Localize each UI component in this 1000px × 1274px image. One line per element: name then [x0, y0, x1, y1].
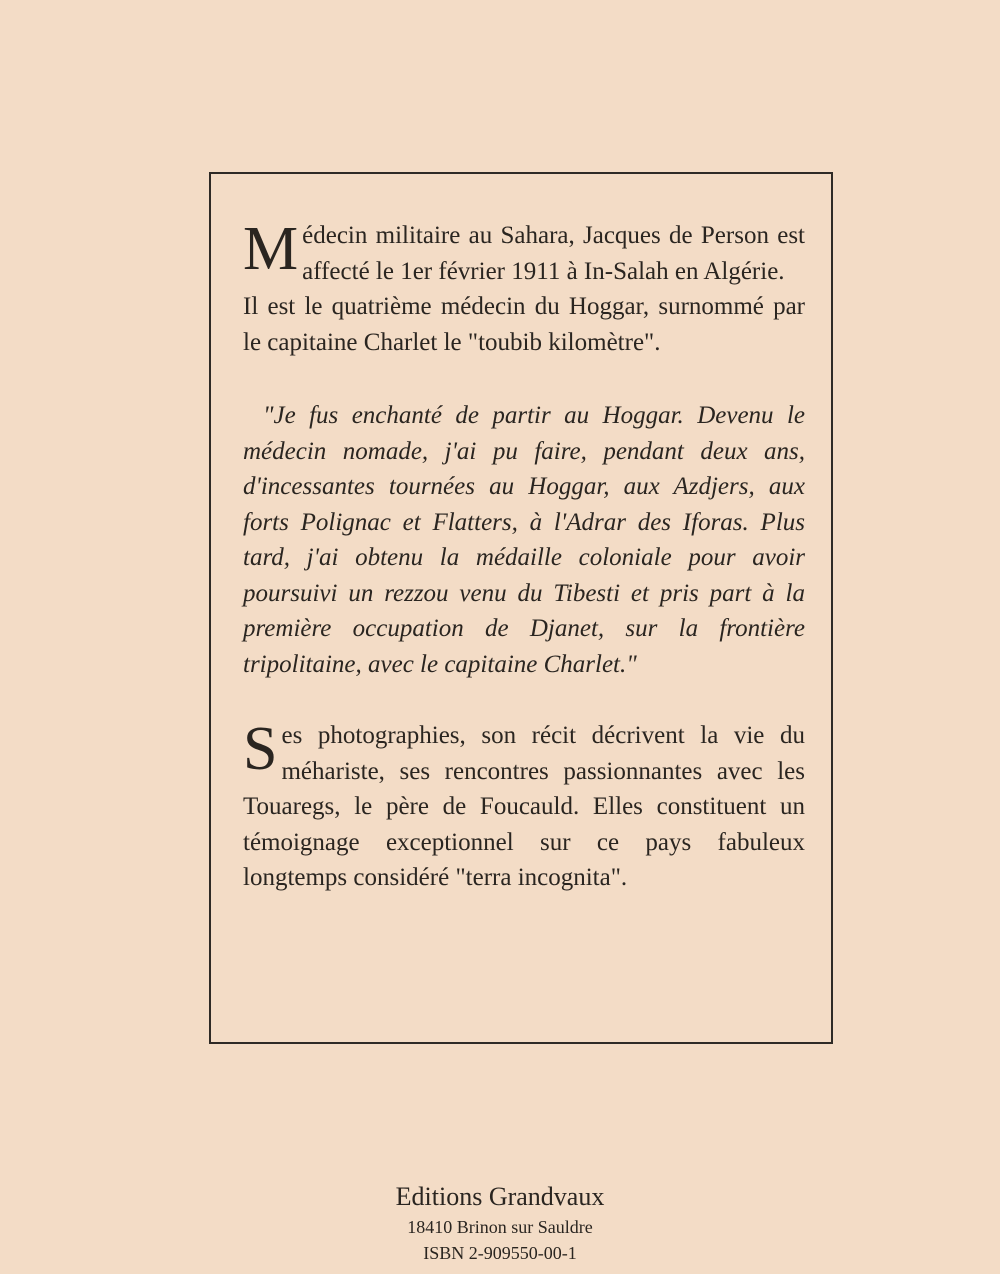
closing-paragraph — [243, 715, 805, 896]
publisher-address: 18410 Brinon sur Sauldre — [407, 1217, 593, 1237]
intro-paragraph — [243, 215, 805, 289]
publisher-name: Editions Grandvaux — [395, 1182, 605, 1211]
closing-paragraph-text: es photographies, son récit décrivent la vie du méhariste, ses rencontres passionnantes avec les Touaregs, le père de Foucauld. Elles constituent un témoignage exceptionnel sur ce pays fabuleux longtemps considéré "terra incognita". — [243, 722, 805, 891]
back-cover-text — [243, 215, 805, 896]
drop-cap-s: S — [243, 715, 278, 783]
isbn-label: ISBN 2-909550-00-1 — [423, 1243, 577, 1263]
intro-paragraph-text: édecin militaire au Sahara, Jacques de Person est affecté le 1er février 1911 à In-Salah en Algérie. — [302, 222, 805, 285]
drop-cap-m: M — [243, 215, 299, 283]
publisher-block — [0, 1180, 1000, 1266]
quote-paragraph: "Je fus enchanté de partir au Hoggar. Devenu le médecin nomade, j'ai pu faire, pendant deux ans, d'incessantes tournées au Hoggar, aux Azdjers, aux forts Polignac et Flatters, à l'Adrar des Iforas. Plus tard, j'ai obtenu la médaille coloniale pour avoir poursuivi un rezzou venu du Tibesti et pris part à la première occupation de Djanet, sur la frontière tripolitaine, avec le capitaine Charlet." — [243, 402, 805, 678]
second-paragraph: Il est le quatrième médecin du Hoggar, surnommé par le capitaine Charlet le "toubib kilomètre". — [243, 293, 805, 356]
